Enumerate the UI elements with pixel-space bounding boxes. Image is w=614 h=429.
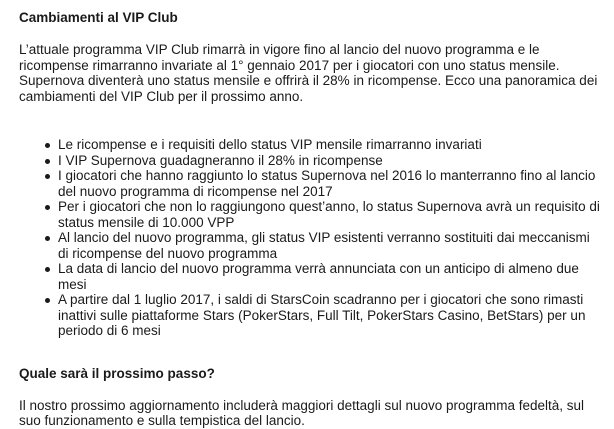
list-item: Al lancio del nuovo programma, gli status VIP esistenti verranno sostituiti dai meccanismi di ricompense del nuovo programma [58,230,600,261]
list-item: La data di lancio del nuovo programma verrà annunciata con un anticipo di almeno due mesi [58,261,600,292]
next-step-paragraph: Il nostro prossimo aggiornamento includerà maggiori dettagli sul nuovo programma fedeltà, sul suo funzionamento e sulla tempistica del lancio. [19,397,585,428]
section-title-vip-club-changes: Cambiamenti al VIP Club [19,10,178,25]
section-title-next-step: Quale sarà il prossimo passo? [19,365,215,381]
list-item: I VIP Supernova guadagneranno il 28% in ricompense [58,153,600,169]
list-item: I giocatori che hanno raggiunto lo status Supernova nel 2016 lo manterranno fino al lancio del nuovo programma di ricompense nel 2017 [58,168,600,199]
list-item: A partire dal 1 luglio 2017, i saldi di StarsCoin scadranno per i giocatori che sono rimasti inattivi sulle piattaforme Stars (PokerStars, Full Tilt, PokerStars Casino, BetStars) per un periodo di 6 mesi [58,292,600,339]
list-item: Per i giocatori che non lo raggiungono quest’anno, lo status Supernova avrà un requisito di status mensile di 10.000 VPP [58,199,600,230]
changes-list [19,137,600,339]
list-item: Le ricompense e i requisiti dello status VIP mensile rimarranno invariati [58,137,600,153]
intro-paragraph: L’attuale programma VIP Club rimarrà in vigore fino al lancio del nuovo programma e le ricompense rimarranno invariate al 1° gennaio 2017 per i giocatori con uno status mensile. Supernova diventerà uno status mensile e offrirà il 28% in ricompense. Ecco una panoramica dei cambiamenti del VIP Club per il prossimo anno. [19,42,598,104]
